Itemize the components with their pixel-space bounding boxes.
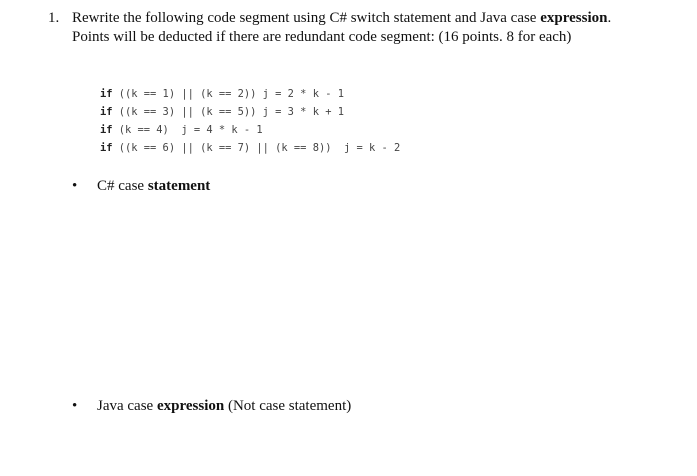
bullet-text: C# case statement <box>97 178 211 194</box>
code-line: if ((k == 1) || (k == 2)) j = 2 * k - 1 <box>100 88 344 100</box>
question-number: 1. <box>48 10 60 26</box>
bullet-text: Java case expression (Not case statement) <box>97 398 352 414</box>
code-line: if ((k == 3) || (k == 5)) j = 3 * k + 1 <box>100 106 344 118</box>
code-line: if ((k == 6) || (k == 7) || (k == 8)) j = k - 2 <box>100 142 401 154</box>
code-line: if (k == 4) j = 4 * k - 1 <box>100 124 263 136</box>
bullet-marker: • <box>72 398 78 414</box>
code-block <box>100 85 400 157</box>
bullet-marker: • <box>72 178 78 194</box>
question-bold-term: expression <box>540 10 608 26</box>
question-text: Rewrite the following code segment using C# switch statement and Java case expression. Points will be deducted if there are redundant code segment: (16 points. 8 for each) <box>72 10 612 45</box>
